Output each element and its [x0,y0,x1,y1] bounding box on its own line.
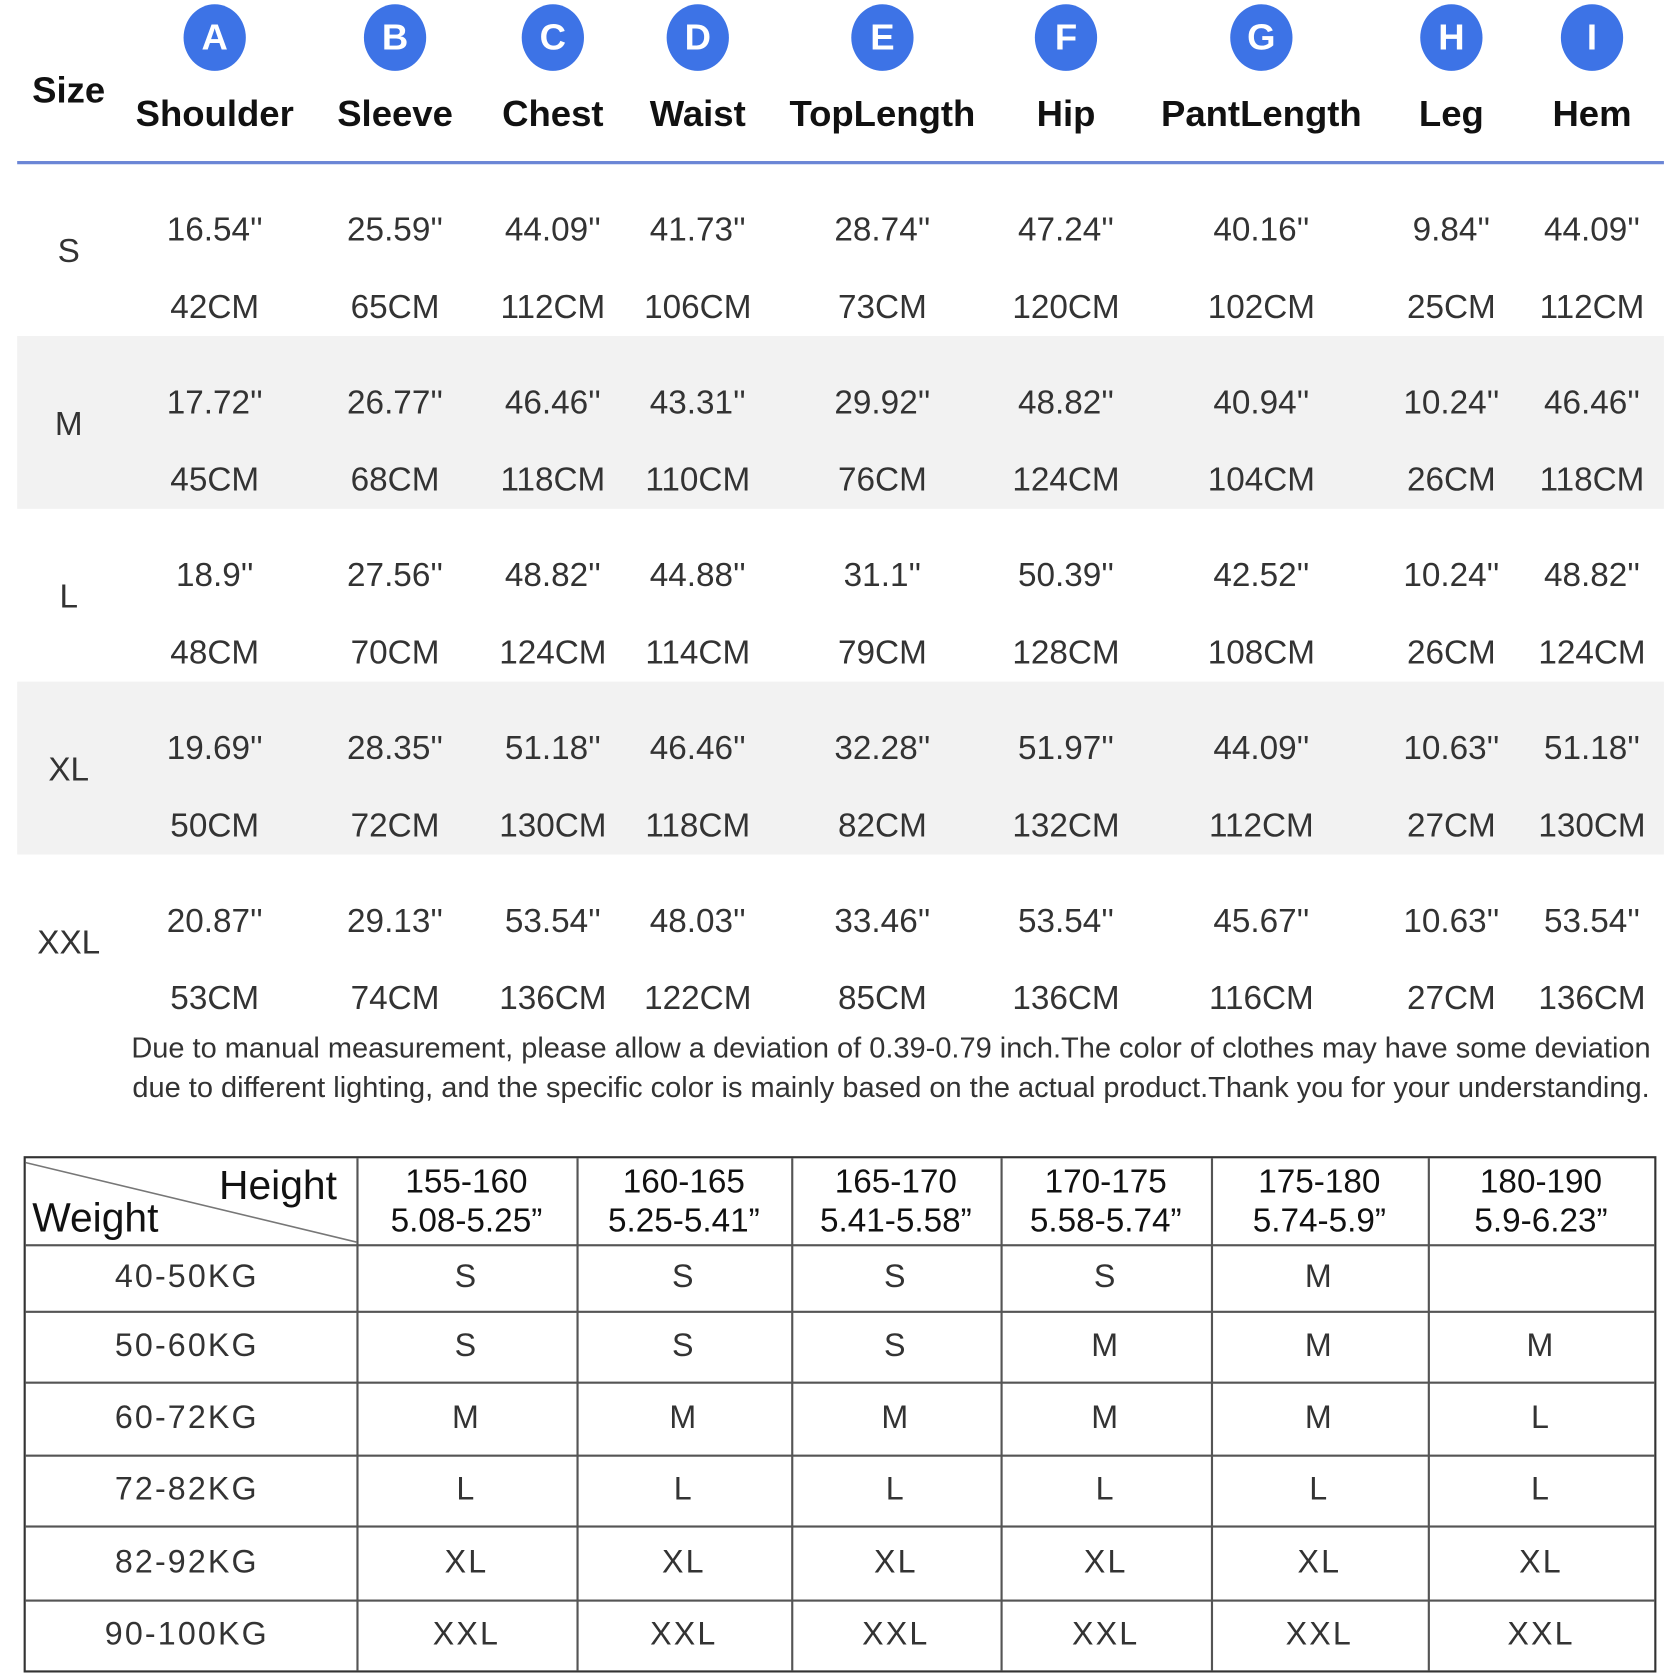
inch-value: 44.09'' [504,210,601,248]
column-header: TopLength [789,93,976,135]
recommended-size: M [881,1399,911,1436]
column-letter-badge: B [364,4,426,71]
recommended-size: S [884,1327,908,1364]
inch-value: 28.35'' [347,728,444,767]
inch-value: 29.92'' [834,383,931,421]
recommended-size: M [1304,1399,1334,1436]
size-label: XXL [37,923,101,961]
inch-value: 48.82'' [1017,383,1114,421]
inch-value: 44.88'' [649,556,746,594]
inch-value: 25.59'' [347,210,444,248]
cm-value: 72CM [350,806,440,844]
cm-value: 112CM [500,287,606,326]
inch-value: 26.77'' [347,383,444,421]
inch-value: 51.97'' [1017,728,1114,767]
row-divider [26,1525,1654,1527]
height-range-header [820,1163,972,1240]
cm-value: 85CM [838,979,927,1017]
weight-axis-label: Weight [32,1195,159,1241]
column-divider [1001,1158,1003,1670]
recommended-size: S [1093,1259,1118,1295]
recommended-size: L [456,1471,477,1508]
size-label: M [54,404,83,443]
column-header: PantLength [1160,93,1362,135]
weight-range: 90-100KG [104,1616,269,1653]
cm-value: 50CM [170,806,260,844]
cm-value: 42CM [170,287,260,326]
inch-value: 45.67'' [1213,901,1310,940]
recommended-size: L [1530,1471,1552,1508]
inch-value: 44.09'' [1544,210,1640,248]
column-header: Waist [649,93,746,135]
inch-value: 46.46'' [649,728,746,767]
recommended-size: XXL [650,1616,718,1653]
recommended-size: M [669,1399,699,1436]
weight-range: 40-50KG [114,1259,259,1295]
inch-value: 41.73'' [649,210,746,248]
column-letter-badge: D [667,4,729,71]
recommended-size: S [884,1259,908,1295]
recommended-size: XXL [1285,1616,1353,1653]
recommended-size: M [1091,1327,1121,1364]
height-ft: 5.08-5.25” [390,1201,543,1239]
column-letter-badge: C [522,4,584,71]
recommended-size: S [672,1259,696,1295]
column-letter-badge: F [1035,4,1097,71]
inch-value: 19.69'' [166,728,263,767]
column-header: Leg [1418,93,1484,135]
cm-value: 106CM [644,287,752,326]
inch-value: 20.87'' [166,901,263,940]
inch-value: 51.18'' [1544,728,1640,767]
recommended-size: L [1095,1471,1116,1508]
size-header: Size [32,70,106,112]
inch-value: 10.63'' [1403,728,1500,767]
inch-value: 18.9'' [175,556,254,594]
cm-value: 136CM [499,979,607,1017]
row-divider [26,1382,1654,1384]
size-guide-table [24,1156,1657,1672]
cm-value: 27CM [1406,806,1496,844]
height-cm: 170-175 [1044,1162,1167,1201]
row-divider [26,1311,1654,1313]
cm-value: 104CM [1207,460,1316,499]
cm-value: 26CM [1406,633,1496,671]
column-divider [1428,1158,1430,1670]
cm-value: 124CM [1012,460,1120,499]
recommended-size: XL [661,1544,706,1580]
column-letter-badge: I [1561,4,1623,71]
height-ft: 5.74-5.9” [1252,1201,1386,1239]
cm-value: 124CM [499,633,607,671]
inch-value: 48.03'' [649,901,746,940]
cm-value: 118CM [645,806,751,844]
height-range-header [1030,1163,1182,1240]
inch-value: 43.31'' [649,383,746,421]
header-divider [17,161,1664,164]
recommended-size: XL [1297,1544,1342,1580]
height-axis-label: Height [218,1163,337,1209]
recommended-size: S [672,1327,696,1364]
inch-value: 10.24'' [1403,383,1500,421]
height-cm: 155-160 [405,1162,528,1201]
weight-range: 82-92KG [114,1544,259,1580]
recommended-size: XXL [862,1616,930,1653]
cm-value: 128CM [1012,633,1120,671]
recommended-size: L [1309,1471,1330,1508]
cm-value: 120CM [1012,287,1120,326]
inch-value: 46.46'' [504,383,601,421]
size-label: XL [48,750,90,788]
height-cm: 175-180 [1258,1162,1381,1201]
recommended-size: L [885,1471,906,1508]
inch-value: 53.54'' [1544,901,1640,940]
cm-value: 118CM [1539,460,1645,499]
inch-value: 27.56'' [347,556,444,594]
height-range-header [391,1163,543,1240]
column-header: Hip [1036,93,1096,135]
column-letter-badge: E [851,4,913,71]
height-cm: 180-190 [1479,1162,1603,1201]
inch-value: 53.54'' [504,901,601,940]
weight-range: 72-82KG [114,1471,259,1508]
cm-value: 48CM [170,633,260,671]
inch-value: 48.82'' [1544,556,1640,594]
inch-value: 17.72'' [166,383,263,421]
cm-value: 130CM [1538,806,1646,844]
recommended-size: L [673,1471,694,1508]
inch-value: 50.39'' [1017,556,1114,594]
inch-value: 51.18'' [504,728,601,767]
height-ft: 5.41-5.58” [819,1201,972,1239]
inch-value: 31.1'' [843,556,922,594]
recommended-size: XL [873,1544,918,1580]
cm-value: 132CM [1012,806,1120,844]
cm-value: 112CM [1539,287,1645,326]
cm-value: 82CM [838,806,927,844]
height-ft: 5.58-5.74” [1029,1201,1182,1239]
cm-value: 74CM [350,979,440,1017]
cm-value: 65CM [350,287,440,326]
recommended-size: M [1091,1399,1121,1436]
height-range-header [608,1163,760,1240]
recommended-size: M [1304,1327,1334,1364]
cm-value: 108CM [1207,633,1316,671]
column-divider [356,1158,358,1670]
size-label: S [57,231,80,270]
size-label: L [59,577,78,616]
cm-value: 53CM [170,979,260,1017]
column-letter-badge: A [184,4,246,71]
recommended-size: XL [1083,1544,1128,1580]
inch-value: 53.54'' [1017,901,1114,940]
inch-value: 40.16'' [1213,210,1310,248]
cm-value: 102CM [1207,287,1316,326]
recommended-size: XL [444,1544,489,1580]
height-cm: 160-165 [622,1162,745,1201]
cm-value: 27CM [1406,979,1496,1017]
row-divider [26,1600,1654,1602]
cm-value: 110CM [645,460,751,499]
row-divider [26,1244,1654,1246]
recommended-size: M [1526,1327,1556,1364]
height-ft: 5.9-6.23” [1474,1201,1608,1239]
height-range-header [1474,1163,1607,1240]
measurement-note: Due to manual measurement, please allow a deviation of 0.39-0.79 inch.The color of clothes may have some deviation due to different lighting, and the specific color is mainly based on the actual product.Thank you for your understanding. [131,1031,1651,1104]
recommended-size: XL [1519,1544,1563,1580]
column-header: Sleeve [337,93,453,135]
cm-value: 114CM [645,633,751,671]
cm-value: 116CM [1208,979,1314,1017]
cm-value: 130CM [499,806,607,844]
inch-value: 42.52'' [1213,556,1310,594]
inch-value: 10.63'' [1403,901,1500,940]
column-letter-badge: G [1230,4,1292,71]
column-header: Shoulder [135,93,294,135]
column-divider [1211,1158,1213,1670]
inch-value: 28.74'' [834,210,931,248]
height-ft: 5.25-5.41” [607,1201,760,1239]
cm-value: 136CM [1538,979,1646,1017]
cm-value: 45CM [170,460,260,499]
cm-value: 122CM [644,979,752,1017]
cm-value: 68CM [350,460,440,499]
recommended-size: XXL [1507,1616,1575,1653]
cm-value: 124CM [1538,633,1646,671]
cm-value: 73CM [838,287,927,326]
weight-range: 50-60KG [114,1327,259,1364]
height-range-header [1253,1163,1386,1240]
cm-value: 136CM [1012,979,1120,1017]
recommended-size: XXL [432,1616,501,1653]
column-header: Hem [1552,93,1632,135]
cm-value: 79CM [838,633,927,671]
inch-value: 32.28'' [834,728,931,767]
recommended-size: S [454,1327,479,1364]
inch-value: 40.94'' [1213,383,1310,421]
cm-value: 112CM [1208,806,1314,844]
height-cm: 165-170 [834,1162,957,1201]
inch-value: 47.24'' [1017,210,1114,248]
recommended-size: M [1304,1259,1334,1295]
column-letter-badge: H [1420,4,1482,71]
inch-value: 9.84'' [1412,210,1491,248]
inch-value: 29.13'' [347,901,444,940]
recommended-size: XXL [1072,1616,1140,1653]
inch-value: 46.46'' [1544,383,1640,421]
recommended-size: L [1530,1399,1552,1436]
recommended-size: M [451,1399,481,1436]
inch-value: 16.54'' [166,210,263,248]
inch-value: 10.24'' [1403,556,1500,594]
inch-value: 44.09'' [1213,728,1310,767]
cm-value: 25CM [1406,287,1496,326]
column-divider [791,1158,793,1670]
inch-value: 48.82'' [504,556,601,594]
column-divider [576,1158,578,1670]
row-divider [26,1455,1654,1457]
cm-value: 70CM [350,633,440,671]
weight-range: 60-72KG [114,1399,259,1436]
cm-value: 26CM [1406,460,1496,499]
cm-value: 118CM [500,460,606,499]
cm-value: 76CM [838,460,927,499]
recommended-size: S [454,1259,479,1295]
inch-value: 33.46'' [834,901,931,940]
column-header: Chest [502,93,604,135]
